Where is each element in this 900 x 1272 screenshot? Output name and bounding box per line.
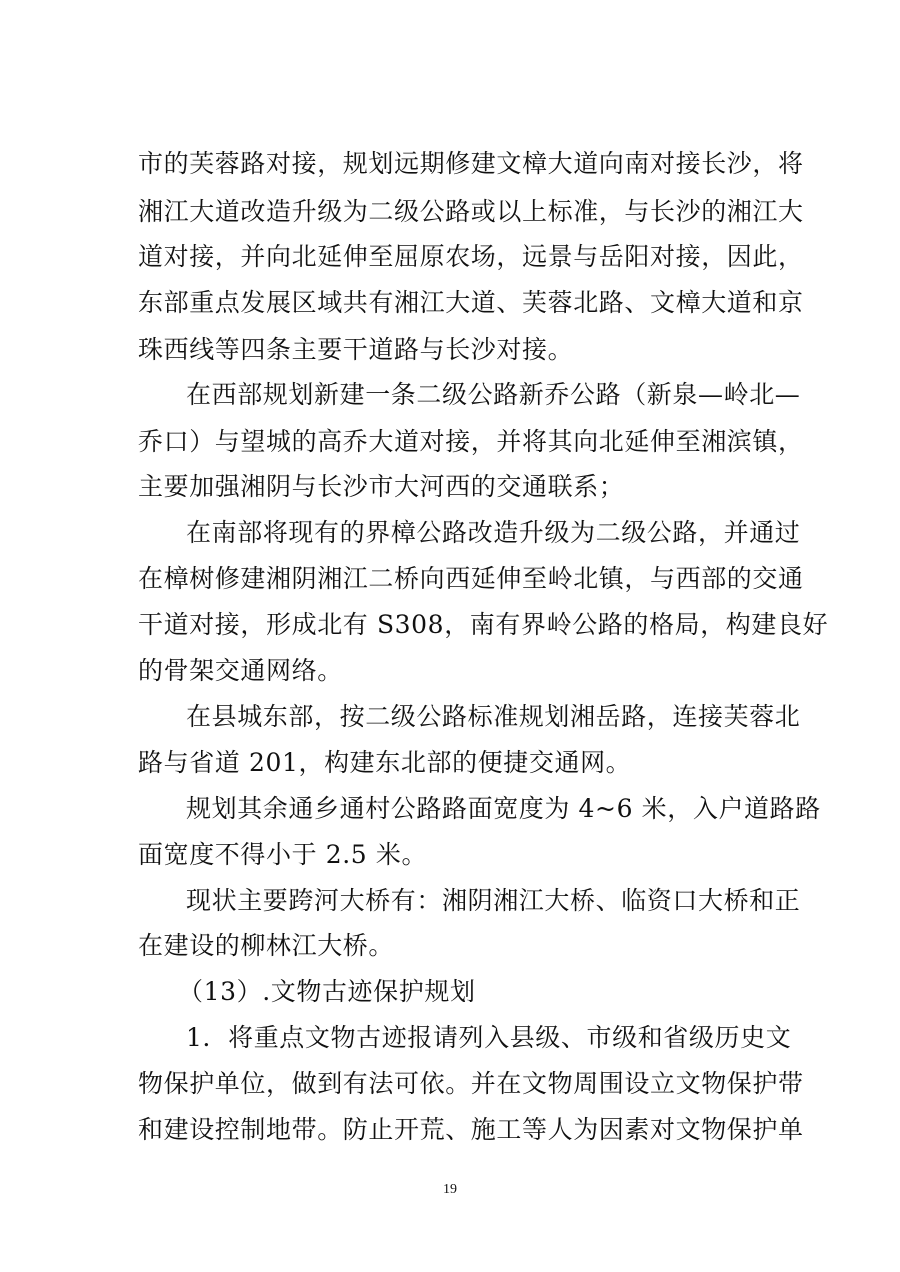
text-line: 市的芙蓉路对接，规划远期修建文樟大道向南对接长沙，将 <box>138 149 804 178</box>
text-line: 在樟树修建湘阴湘江二桥向西延伸至岭北镇，与西部的交通 <box>138 564 804 593</box>
text-line: 珠西线等四条主要干道路与长沙对接。 <box>138 335 574 364</box>
text-line: 的骨架交通网络。 <box>138 656 343 685</box>
text-line: 现状主要跨河大桥有：湘阴湘江大桥、临资口大桥和正 <box>186 886 801 915</box>
text-line: 在南部将现有的界樟公路改造升级为二级公路，并通过 <box>186 518 801 547</box>
text-line: 在县城东部，按二级公路标准规划湘岳路，连接芙蓉北 <box>186 702 801 731</box>
text-line: 湘江大道改造升级为二级公路或以上标准，与长沙的湘江大 <box>138 197 804 226</box>
text-line: 和建设控制地带。防止开荒、施工等人为因素对文物保护单 <box>138 1115 804 1144</box>
text-line: 面宽度不得小于 2.5 米。 <box>138 840 428 869</box>
text-line: 规划其余通乡通村公路路面宽度为 4~6 米，入户道路路 <box>186 794 821 823</box>
text-line: 1．将重点文物古迹报请列入县级、市级和省级历史文 <box>186 1023 792 1052</box>
text-line: 乔口）与望城的高乔大道对接，并将其向北延伸至湘滨镇， <box>138 427 804 456</box>
text-line: 东部重点发展区域共有湘江大道、芙蓉北路、文樟大道和京 <box>138 288 804 317</box>
section-heading: （13）.文物古迹保护规划 <box>178 977 476 1006</box>
text-line: 在西部规划新建一条二级公路新乔公路（新泉—岭北— <box>186 380 801 409</box>
text-line: 物保护单位，做到有法可依。并在文物周围设立文物保护带 <box>138 1069 804 1098</box>
text-line: 干道对接，形成北有 S308，南有界岭公路的格局，构建良好 <box>138 610 829 639</box>
text-line: 在建设的柳林江大桥。 <box>138 931 395 960</box>
text-line: 道对接，并向北延伸至屈原农场，远景与岳阳对接，因此， <box>138 242 804 271</box>
text-line: 主要加强湘阴与长沙市大河西的交通联系； <box>138 472 625 501</box>
page-number: 19 <box>443 1182 457 1197</box>
text-line: 路与省道 201，构建东北部的便捷交通网。 <box>138 748 632 777</box>
